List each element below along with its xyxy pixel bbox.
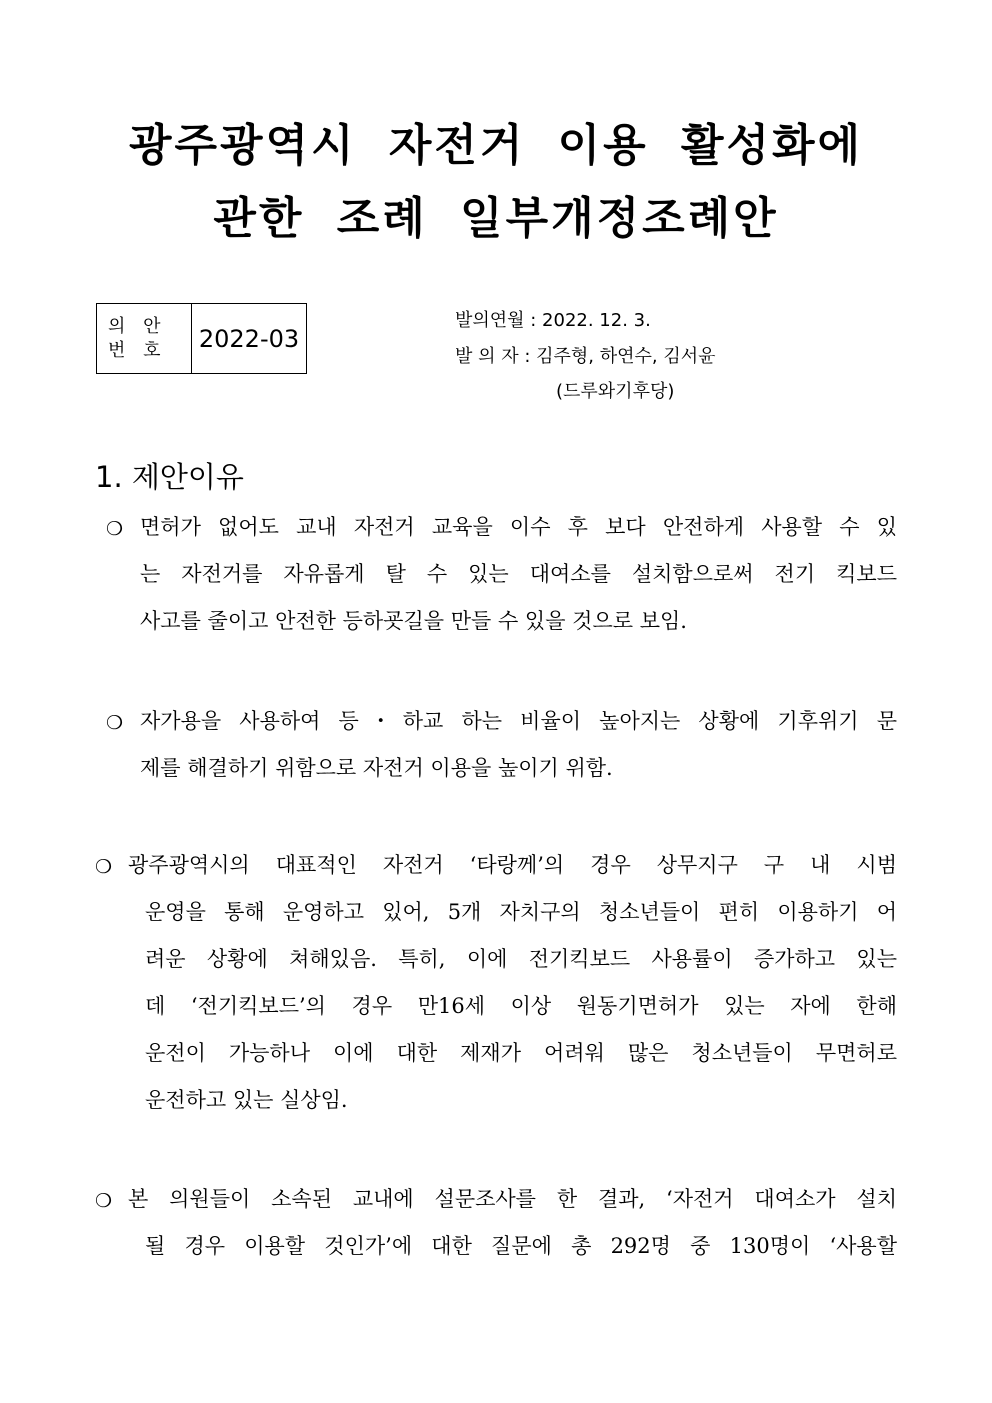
bill-label-line1: 의 안 (108, 315, 167, 337)
paragraph-line: 면허가 없어도 교내 자전거 교육을 이수 후 보다 안전하게 사용할 수 있 (140, 515, 897, 539)
paragraph-line: 려운 상황에 쳐해있음. 특히, 이에 전기킥보드 사용률이 증가하고 있는 (145, 947, 897, 971)
paragraph-line: 본 의원들이 소속된 교내에 설문조사를 한 결과, ‘자전거 대여소가 설치 (128, 1187, 897, 1211)
section-heading: 1. 제안이유 (95, 460, 244, 494)
bullet-icon: ❍ (95, 1190, 113, 1212)
paragraph-1 (140, 504, 897, 645)
bill-number-label (97, 304, 192, 373)
proposal-date: 발의연월 : 2022. 12. 3. (455, 310, 651, 331)
bill-number-value: 2022-03 (198, 324, 300, 353)
bill-number-box (96, 303, 307, 374)
paragraph-line: 운전하고 있는 실상임. (145, 1088, 348, 1112)
paragraph-line: 제를 해결하기 위함으로 자전거 이용을 높이기 위함. (140, 756, 613, 780)
bullet-icon: ❍ (106, 712, 124, 734)
paragraph-line: 자가용을 사용하여 등・하교 하는 비율이 높아지는 상황에 기후위기 문 (140, 709, 897, 733)
paragraph-4 (128, 1176, 897, 1270)
paragraph-line: 될 경우 이용할 것인가’에 대한 질문에 총 292명 중 130명이 ‘사용할 (145, 1234, 897, 1258)
bullet-icon: ❍ (106, 518, 124, 540)
paragraph-line: 는 자전거를 자유롭게 탈 수 있는 대여소를 설치함으로써 전기 킥보드 (140, 562, 897, 586)
document-title-line1: 광주광역시 자전거 이용 활성화에 (128, 120, 863, 171)
proposer-party: (드루와기후당) (556, 381, 675, 402)
paragraph-line: 사고를 줄이고 안전한 등하굣길을 만들 수 있을 것으로 보임. (140, 609, 687, 633)
paragraph-3 (128, 842, 897, 1124)
paragraph-2 (140, 698, 897, 792)
paragraph-line: 운영을 통해 운영하고 있어, 5개 자치구의 청소년들이 편히 이용하기 어 (145, 900, 897, 924)
paragraph-line: 광주광역시의 대표적인 자전거 ‘타랑께’의 경우 상무지구 구 내 시범 (128, 853, 897, 877)
paragraph-line: 운전이 가능하나 이에 대한 제재가 어려워 많은 청소년들이 무면허로 (145, 1041, 897, 1065)
paragraph-line: 데 ‘전기킥보드’의 경우 만16세 이상 원동기면허가 있는 자에 한해 (145, 994, 897, 1018)
document-title-line2: 관한 조례 일부개정조례안 (213, 193, 779, 244)
proposers: 발 의 자 : 김주형, 하연수, 김서윤 (455, 346, 716, 367)
bullet-icon: ❍ (95, 856, 113, 878)
bill-label-line2: 번 호 (108, 339, 167, 361)
